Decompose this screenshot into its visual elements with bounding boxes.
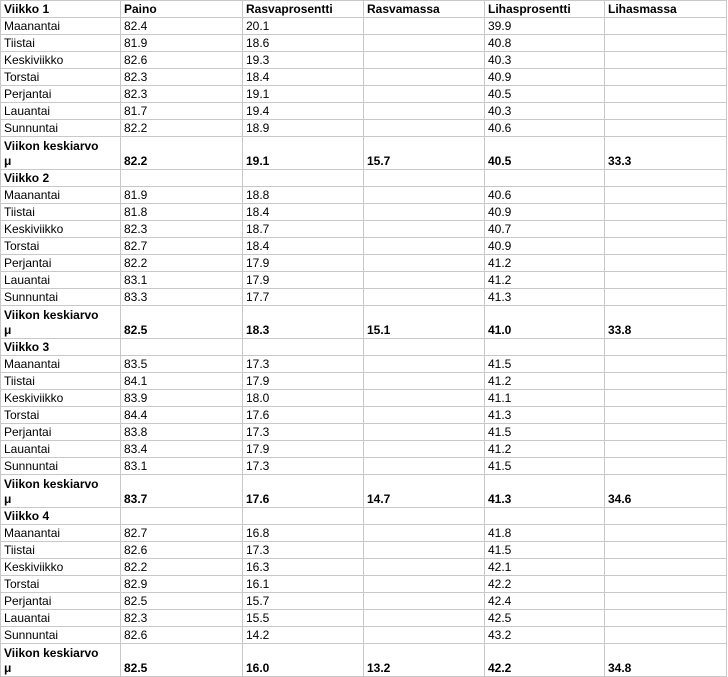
average-lihasmassa-cell[interactable]: 34.6	[605, 475, 727, 508]
lihasmassa-cell[interactable]	[605, 576, 727, 593]
rasvamassa-cell[interactable]	[364, 356, 485, 373]
paino-cell[interactable]: 82.3	[121, 69, 243, 86]
paino-cell[interactable]: 83.5	[121, 356, 243, 373]
paino-cell[interactable]: 83.4	[121, 441, 243, 458]
lihasprosentti-cell[interactable]: 42.5	[485, 610, 605, 627]
average-label-text: Viikon keskiarvo	[4, 646, 99, 660]
paino-cell[interactable]: 82.2	[121, 559, 243, 576]
lihasprosentti-cell[interactable]: 43.2	[485, 627, 605, 644]
lihasprosentti-cell[interactable]: 39.9	[485, 18, 605, 35]
rasvamassa-cell[interactable]	[364, 424, 485, 441]
lihasmassa-cell[interactable]	[605, 52, 727, 69]
average-lihasmassa-cell[interactable]: 33.3	[605, 137, 727, 170]
rasvaprosentti-cell[interactable]: 17.9	[243, 272, 364, 289]
average-label-cell[interactable]	[1, 137, 121, 170]
day-row	[1, 373, 727, 390]
paino-cell[interactable]: 82.6	[121, 52, 243, 69]
lihasprosentti-cell[interactable]: 41.3	[485, 289, 605, 306]
day-name-cell[interactable]: Keskiviikko	[1, 52, 121, 69]
lihasmassa-cell[interactable]	[605, 103, 727, 120]
rasvamassa-cell[interactable]	[364, 390, 485, 407]
day-row	[1, 238, 727, 255]
lihasmassa-cell[interactable]	[605, 610, 727, 627]
week-title-cell[interactable]: Viikko 1	[1, 1, 121, 18]
rasvamassa-cell[interactable]	[364, 272, 485, 289]
lihasmassa-cell[interactable]	[605, 204, 727, 221]
rasvamassa-cell[interactable]	[364, 221, 485, 238]
paino-cell[interactable]: 82.2	[121, 255, 243, 272]
lihasprosentti-cell[interactable]: 41.5	[485, 424, 605, 441]
day-row	[1, 272, 727, 289]
rasvamassa-cell[interactable]	[364, 120, 485, 137]
column-header-cell[interactable]: Lihasprosentti	[485, 1, 605, 18]
paino-cell[interactable]: 82.6	[121, 627, 243, 644]
week-title-cell[interactable]: Viikko 4	[1, 508, 121, 525]
paino-cell[interactable]: 82.2	[121, 120, 243, 137]
day-row	[1, 255, 727, 272]
rasvamassa-cell[interactable]	[364, 576, 485, 593]
day-row	[1, 356, 727, 373]
day-name-cell[interactable]: Maanantai	[1, 356, 121, 373]
lihasmassa-cell[interactable]	[605, 593, 727, 610]
average-lihasmassa-cell[interactable]: 33.8	[605, 306, 727, 339]
lihasprosentti-cell[interactable]: 42.1	[485, 559, 605, 576]
rasvamassa-cell[interactable]	[364, 525, 485, 542]
average-lihasprosentti-cell[interactable]: 41.3	[485, 475, 605, 508]
rasvaprosentti-cell[interactable]: 19.1	[243, 86, 364, 103]
average-label-cell[interactable]	[1, 306, 121, 339]
day-name-cell[interactable]: Tiistai	[1, 373, 121, 390]
week-average-row	[1, 644, 727, 677]
column-header-cell[interactable]	[364, 508, 485, 525]
rasvamassa-cell[interactable]	[364, 593, 485, 610]
paino-cell[interactable]: 81.9	[121, 187, 243, 204]
paino-cell[interactable]: 82.7	[121, 525, 243, 542]
day-name-cell[interactable]: Tiistai	[1, 542, 121, 559]
rasvamassa-cell[interactable]	[364, 441, 485, 458]
paino-cell[interactable]: 82.7	[121, 238, 243, 255]
average-mu-symbol: μ	[4, 323, 12, 337]
paino-cell[interactable]: 82.9	[121, 576, 243, 593]
average-mu-symbol: μ	[4, 661, 12, 675]
paino-cell[interactable]: 83.8	[121, 424, 243, 441]
lihasmassa-cell[interactable]	[605, 18, 727, 35]
column-header-cell[interactable]	[605, 170, 727, 187]
day-name-cell[interactable]: Sunnuntai	[1, 627, 121, 644]
paino-cell[interactable]: 83.1	[121, 272, 243, 289]
lihasmassa-cell[interactable]	[605, 120, 727, 137]
day-name-cell[interactable]: Perjantai	[1, 86, 121, 103]
day-name-cell[interactable]: Keskiviikko	[1, 390, 121, 407]
week-header-row	[1, 1, 727, 18]
lihasmassa-cell[interactable]	[605, 390, 727, 407]
day-row	[1, 52, 727, 69]
rasvamassa-cell[interactable]	[364, 289, 485, 306]
rasvaprosentti-cell[interactable]: 17.3	[243, 424, 364, 441]
rasvaprosentti-cell[interactable]: 16.8	[243, 525, 364, 542]
lihasmassa-cell[interactable]	[605, 255, 727, 272]
column-header-cell[interactable]	[243, 339, 364, 356]
lihasmassa-cell[interactable]	[605, 407, 727, 424]
day-name-cell[interactable]: Torstai	[1, 576, 121, 593]
week-header-row	[1, 508, 727, 525]
lihasprosentti-cell[interactable]: 41.2	[485, 373, 605, 390]
paino-cell[interactable]: 81.9	[121, 35, 243, 52]
rasvaprosentti-cell[interactable]: 17.3	[243, 356, 364, 373]
rasvaprosentti-cell[interactable]: 17.9	[243, 373, 364, 390]
rasvaprosentti-cell[interactable]: 18.4	[243, 204, 364, 221]
average-lihasprosentti-cell[interactable]: 42.2	[485, 644, 605, 677]
rasvamassa-cell[interactable]	[364, 458, 485, 475]
lihasmassa-cell[interactable]	[605, 221, 727, 238]
rasvamassa-cell[interactable]	[364, 52, 485, 69]
lihasprosentti-cell[interactable]: 41.5	[485, 542, 605, 559]
average-rasvaprosentti-cell[interactable]: 19.1	[243, 137, 364, 170]
day-name-cell[interactable]: Sunnuntai	[1, 289, 121, 306]
rasvamassa-cell[interactable]	[364, 18, 485, 35]
day-row	[1, 610, 727, 627]
week-average-row	[1, 475, 727, 508]
rasvaprosentti-cell[interactable]: 18.7	[243, 221, 364, 238]
rasvamassa-cell[interactable]	[364, 407, 485, 424]
lihasprosentti-cell[interactable]: 42.4	[485, 593, 605, 610]
paino-cell[interactable]: 82.4	[121, 18, 243, 35]
day-name-cell[interactable]: Perjantai	[1, 255, 121, 272]
day-name-cell[interactable]: Torstai	[1, 407, 121, 424]
rasvaprosentti-cell[interactable]: 18.4	[243, 69, 364, 86]
week-average-row	[1, 137, 727, 170]
day-row	[1, 458, 727, 475]
lihasmassa-cell[interactable]	[605, 458, 727, 475]
paino-cell[interactable]: 81.8	[121, 204, 243, 221]
column-header-cell[interactable]	[485, 339, 605, 356]
week-header-row	[1, 339, 727, 356]
lihasmassa-cell[interactable]	[605, 86, 727, 103]
rasvaprosentti-cell[interactable]: 17.7	[243, 289, 364, 306]
week-average-row	[1, 306, 727, 339]
lihasmassa-cell[interactable]	[605, 356, 727, 373]
lihasprosentti-cell[interactable]: 41.3	[485, 407, 605, 424]
average-mu-symbol: μ	[4, 154, 12, 168]
lihasprosentti-cell[interactable]: 41.1	[485, 390, 605, 407]
day-name-cell[interactable]: Torstai	[1, 238, 121, 255]
column-header-cell[interactable]: Rasvaprosentti	[243, 1, 364, 18]
day-name-cell[interactable]: Lauantai	[1, 103, 121, 120]
lihasprosentti-cell[interactable]: 40.6	[485, 120, 605, 137]
lihasmassa-cell[interactable]	[605, 559, 727, 576]
lihasprosentti-cell[interactable]: 40.7	[485, 221, 605, 238]
rasvaprosentti-cell[interactable]: 18.6	[243, 35, 364, 52]
lihasprosentti-cell[interactable]: 41.2	[485, 255, 605, 272]
rasvamassa-cell[interactable]	[364, 204, 485, 221]
lihasprosentti-cell[interactable]: 41.5	[485, 356, 605, 373]
column-header-cell[interactable]: Rasvamassa	[364, 1, 485, 18]
column-header-cell[interactable]	[121, 339, 243, 356]
week-title-cell[interactable]: Viikko 3	[1, 339, 121, 356]
rasvaprosentti-cell[interactable]: 17.6	[243, 407, 364, 424]
column-header-cell[interactable]: Lihasmassa	[605, 1, 727, 18]
paino-cell[interactable]: 82.3	[121, 610, 243, 627]
day-row	[1, 390, 727, 407]
average-rasvamassa-cell[interactable]: 15.1	[364, 306, 485, 339]
rasvaprosentti-cell[interactable]: 14.2	[243, 627, 364, 644]
paino-cell[interactable]: 82.3	[121, 86, 243, 103]
rasvaprosentti-cell[interactable]: 17.3	[243, 458, 364, 475]
lihasprosentti-cell[interactable]: 40.5	[485, 86, 605, 103]
lihasmassa-cell[interactable]	[605, 272, 727, 289]
day-name-cell[interactable]: Tiistai	[1, 35, 121, 52]
lihasmassa-cell[interactable]	[605, 525, 727, 542]
day-row	[1, 204, 727, 221]
rasvaprosentti-cell[interactable]: 20.1	[243, 18, 364, 35]
day-name-cell[interactable]: Tiistai	[1, 204, 121, 221]
rasvaprosentti-cell[interactable]: 16.1	[243, 576, 364, 593]
column-header-cell[interactable]	[243, 508, 364, 525]
lihasprosentti-cell[interactable]: 40.9	[485, 204, 605, 221]
lihasprosentti-cell[interactable]: 41.5	[485, 458, 605, 475]
lihasmassa-cell[interactable]	[605, 238, 727, 255]
column-header-cell[interactable]	[121, 508, 243, 525]
average-paino-cell[interactable]: 82.2	[121, 137, 243, 170]
lihasmassa-cell[interactable]	[605, 542, 727, 559]
lihasprosentti-cell[interactable]: 40.3	[485, 103, 605, 120]
average-label-text: Viikon keskiarvo	[4, 139, 99, 153]
paino-cell[interactable]: 83.9	[121, 390, 243, 407]
day-row	[1, 120, 727, 137]
column-header-cell[interactable]	[243, 170, 364, 187]
day-name-cell[interactable]: Perjantai	[1, 424, 121, 441]
average-rasvamassa-cell[interactable]: 14.7	[364, 475, 485, 508]
day-row	[1, 103, 727, 120]
column-header-cell[interactable]	[605, 508, 727, 525]
paino-cell[interactable]: 83.1	[121, 458, 243, 475]
rasvamassa-cell[interactable]	[364, 69, 485, 86]
paino-cell[interactable]: 84.4	[121, 407, 243, 424]
average-rasvaprosentti-cell[interactable]: 17.6	[243, 475, 364, 508]
day-row	[1, 542, 727, 559]
lihasmassa-cell[interactable]	[605, 35, 727, 52]
day-name-cell[interactable]: Maanantai	[1, 187, 121, 204]
rasvaprosentti-cell[interactable]: 16.3	[243, 559, 364, 576]
day-name-cell[interactable]: Lauantai	[1, 610, 121, 627]
column-header-cell[interactable]	[485, 508, 605, 525]
lihasprosentti-cell[interactable]: 41.2	[485, 272, 605, 289]
average-mu-symbol: μ	[4, 492, 12, 506]
column-header-cell[interactable]	[364, 170, 485, 187]
rasvaprosentti-cell[interactable]: 18.8	[243, 187, 364, 204]
rasvaprosentti-cell[interactable]: 15.5	[243, 610, 364, 627]
paino-cell[interactable]: 82.6	[121, 542, 243, 559]
average-label-cell[interactable]	[1, 644, 121, 677]
rasvamassa-cell[interactable]	[364, 627, 485, 644]
rasvaprosentti-cell[interactable]: 18.0	[243, 390, 364, 407]
lihasmassa-cell[interactable]	[605, 69, 727, 86]
rasvamassa-cell[interactable]	[364, 542, 485, 559]
day-row	[1, 289, 727, 306]
paino-cell[interactable]: 82.5	[121, 593, 243, 610]
rasvamassa-cell[interactable]	[364, 610, 485, 627]
spreadsheet-body	[1, 1, 727, 677]
day-row	[1, 69, 727, 86]
lihasmassa-cell[interactable]	[605, 187, 727, 204]
lihasprosentti-cell[interactable]: 41.2	[485, 441, 605, 458]
lihasmassa-cell[interactable]	[605, 424, 727, 441]
average-rasvamassa-cell[interactable]: 15.7	[364, 137, 485, 170]
day-name-cell[interactable]: Lauantai	[1, 441, 121, 458]
day-row	[1, 187, 727, 204]
day-row	[1, 576, 727, 593]
rasvaprosentti-cell[interactable]: 17.9	[243, 255, 364, 272]
lihasmassa-cell[interactable]	[605, 373, 727, 390]
average-lihasprosentti-cell[interactable]: 41.0	[485, 306, 605, 339]
lihasprosentti-cell[interactable]: 40.8	[485, 35, 605, 52]
day-name-cell[interactable]: Torstai	[1, 69, 121, 86]
day-name-cell[interactable]: Sunnuntai	[1, 120, 121, 137]
rasvamassa-cell[interactable]	[364, 86, 485, 103]
day-row	[1, 559, 727, 576]
lihasmassa-cell[interactable]	[605, 441, 727, 458]
day-row	[1, 221, 727, 238]
average-paino-cell[interactable]: 82.5	[121, 644, 243, 677]
average-label-cell[interactable]	[1, 475, 121, 508]
day-row	[1, 407, 727, 424]
day-row	[1, 18, 727, 35]
average-rasvaprosentti-cell[interactable]: 18.3	[243, 306, 364, 339]
rasvamassa-cell[interactable]	[364, 559, 485, 576]
average-paino-cell[interactable]: 82.5	[121, 306, 243, 339]
day-name-cell[interactable]: Keskiviikko	[1, 559, 121, 576]
column-header-cell[interactable]	[364, 339, 485, 356]
rasvamassa-cell[interactable]	[364, 187, 485, 204]
average-lihasmassa-cell[interactable]: 34.8	[605, 644, 727, 677]
column-header-cell[interactable]	[605, 339, 727, 356]
day-row	[1, 424, 727, 441]
lihasmassa-cell[interactable]	[605, 289, 727, 306]
day-name-cell[interactable]: Keskiviikko	[1, 221, 121, 238]
rasvamassa-cell[interactable]	[364, 103, 485, 120]
day-name-cell[interactable]: Perjantai	[1, 593, 121, 610]
average-lihasprosentti-cell[interactable]: 40.5	[485, 137, 605, 170]
day-name-cell[interactable]: Maanantai	[1, 18, 121, 35]
average-rasvamassa-cell[interactable]: 13.2	[364, 644, 485, 677]
rasvamassa-cell[interactable]	[364, 35, 485, 52]
rasvaprosentti-cell[interactable]: 18.9	[243, 120, 364, 137]
week-header-row	[1, 170, 727, 187]
lihasmassa-cell[interactable]	[605, 627, 727, 644]
average-label-text: Viikon keskiarvo	[4, 477, 99, 491]
lihasprosentti-cell[interactable]: 40.6	[485, 187, 605, 204]
lihasprosentti-cell[interactable]: 40.9	[485, 69, 605, 86]
day-row	[1, 593, 727, 610]
day-name-cell[interactable]: Lauantai	[1, 272, 121, 289]
average-paino-cell[interactable]: 83.7	[121, 475, 243, 508]
day-row	[1, 441, 727, 458]
rasvaprosentti-cell[interactable]: 17.3	[243, 542, 364, 559]
day-row	[1, 35, 727, 52]
average-label-text: Viikon keskiarvo	[4, 308, 99, 322]
rasvaprosentti-cell[interactable]: 19.4	[243, 103, 364, 120]
day-row	[1, 627, 727, 644]
rasvamassa-cell[interactable]	[364, 238, 485, 255]
paino-cell[interactable]: 83.3	[121, 289, 243, 306]
day-row	[1, 525, 727, 542]
lihasprosentti-cell[interactable]: 40.9	[485, 238, 605, 255]
average-rasvaprosentti-cell[interactable]: 16.0	[243, 644, 364, 677]
day-name-cell[interactable]: Maanantai	[1, 525, 121, 542]
paino-cell[interactable]: 81.7	[121, 103, 243, 120]
rasvaprosentti-cell[interactable]: 15.7	[243, 593, 364, 610]
day-row	[1, 86, 727, 103]
day-name-cell[interactable]: Sunnuntai	[1, 458, 121, 475]
paino-cell[interactable]: 82.3	[121, 221, 243, 238]
rasvaprosentti-cell[interactable]: 18.4	[243, 238, 364, 255]
lihasprosentti-cell[interactable]: 42.2	[485, 576, 605, 593]
rasvaprosentti-cell[interactable]: 19.3	[243, 52, 364, 69]
rasvamassa-cell[interactable]	[364, 255, 485, 272]
column-header-cell[interactable]	[485, 170, 605, 187]
week-title-cell[interactable]: Viikko 2	[1, 170, 121, 187]
rasvaprosentti-cell[interactable]: 17.9	[243, 441, 364, 458]
rasvamassa-cell[interactable]	[364, 373, 485, 390]
column-header-cell[interactable]	[121, 170, 243, 187]
paino-cell[interactable]: 84.1	[121, 373, 243, 390]
lihasprosentti-cell[interactable]: 40.3	[485, 52, 605, 69]
column-header-cell[interactable]: Paino	[121, 1, 243, 18]
lihasprosentti-cell[interactable]: 41.8	[485, 525, 605, 542]
